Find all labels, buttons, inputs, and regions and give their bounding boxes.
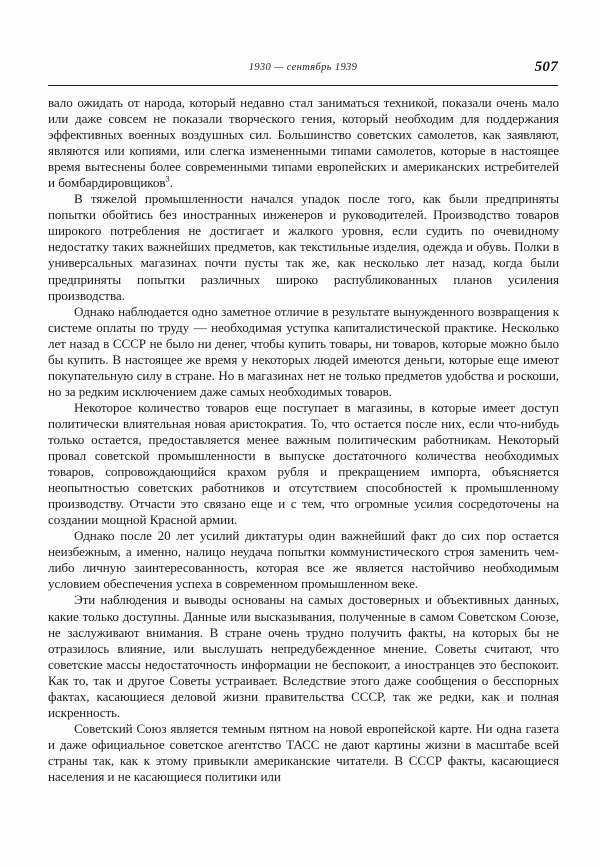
paragraph: [48, 191, 559, 303]
paragraph-text-tail: .: [169, 175, 173, 191]
body-text-column: [48, 95, 559, 785]
paragraph: [48, 95, 559, 191]
paragraph-text: В тяжелой промышленности начался упадок после того, как были предприняты попытки обойтись без иностранных инженеров и руководителей. Производство товаров широкого потребления не достигает и жалкого уровня, если судить по очевидному недостатку таких важнейших предметов, как текстильные изделия, одежда и обувь. Полки в универсальных магазинах почти пусты так же, как несколько лет назад, когда были предприняты попытки различных широко распубликованных планов усиления производства.: [48, 191, 559, 303]
running-head: 1930 — сентябрь 1939: [248, 62, 358, 73]
paragraph: [48, 304, 559, 400]
footnote-reference: 3: [165, 174, 170, 184]
paragraph-text: Советский Союз является темным пятном на новой европейской карте. Ни одна газета и даже официальное советское агентство ТАСС не дают картины жизни в масштабе всей страны так, как к этому привыкли американские читатели. В СССР факты, касающиеся населения и не касающиеся политики или: [48, 720, 559, 784]
paragraph-text: вало ожидать от народа, который недавно стал заниматься техникой, показали очень мало или даже совсем не показали творческого гения, который необходим для поддержания эффективных военных воздушных сил. Большинство советских самолетов, как заявляют, являются или копиями, или слегка измененными типами самолетов, которые в настоящее время вытеснены более современными типами европейских и американских истребителей и бомбардировщиков: [48, 95, 559, 191]
paragraph-text: Однако наблюдается одно заметное отличие в результате вынужденного возвращения к системе оплаты по труду — необходимая уступка капиталистической практике. Несколько лет назад в СССР не было ни денег, чтобы купить товары, ни товаров, которые можно было бы купить. В настоящее же время у некоторых людей имеются деньги, которые еще имеют покупательную силу в стране. Но в магазинах нет не только предметов удобства и роскоши, но за редким исключением даже самых необходимых товаров.: [48, 303, 559, 399]
paragraph: [48, 592, 559, 720]
paragraph-text: Эти наблюдения и выводы основаны на самых достоверных и объективных данных, какие только доступны. Данные или высказывания, полученные в самом Советском Союзе, не заслуживают внимания. В стране очень трудно получить факты, на которых бы не отразилось влияние, или выслушать непредубежденное мнение. Советы считают, что советские массы недостаточность информации не беспокоит, а иностранцев это беспокоит. Как то, так и другое Советы устраивает. Вследствие этого даже сообщения о бесспорных фактах, касающиеся деловой жизни правительства СССР, так же редки, как и полная искренность.: [48, 592, 559, 720]
paragraph: [48, 528, 559, 592]
paragraph-text: Некоторое количество товаров еще поступает в магазины, в которые имеет доступ политически влиятельная новая аристократия. То, что остается после них, если что-нибудь только остается, предоставляется менее важным политическим работникам. Некоторый провал советской промышленности в выпуске достаточного количества необходимых товаров, сопровождающийся крахом рубля и прекращением импорта, объясняется неопытностью советских работников и отсутствием способностей к промышленному производству. Отчасти это связано еще и с тем, что огромные усилия сосредоточены на создании мощной Красной армии.: [48, 399, 559, 528]
paragraph-text: Однако после 20 лет усилий диктатуры один важнейший факт до сих пор остается неизбежным, а именно, налицо неудача попытки коммунистического строя заменить чем-либо личную заинтересованность, которая все же является настойчиво необходимым условием обеспечения успеха в современном промышленном веке.: [48, 528, 559, 592]
paragraph: [48, 400, 559, 528]
page-header: [48, 60, 558, 86]
page-number: 507: [534, 59, 558, 75]
paragraph: [48, 721, 559, 785]
